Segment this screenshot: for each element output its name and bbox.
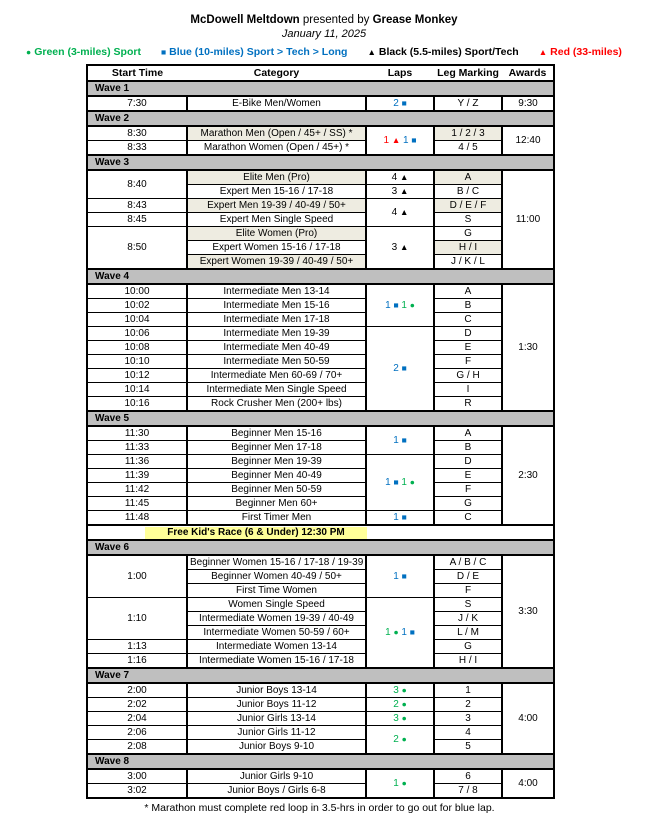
category-cell: Intermediate Women 13-14 xyxy=(187,640,366,654)
table-row xyxy=(87,313,554,327)
leg-marking-cell: 2 xyxy=(434,698,502,712)
category-cell: Junior Girls 13-14 xyxy=(187,712,366,726)
time-cell: 2:04 xyxy=(87,712,187,726)
lap-count-and-circle-icon: 1 ● xyxy=(385,627,399,638)
laps-cell xyxy=(366,227,434,270)
table-row xyxy=(87,698,554,712)
lap-count-and-circle-icon: 2 ● xyxy=(393,699,407,710)
laps-cell xyxy=(366,726,434,755)
category-cell: Intermediate Men 19-39 xyxy=(187,327,366,341)
table-row xyxy=(87,397,554,412)
lap-count-and-square-icon: 1 ■ xyxy=(385,477,399,488)
column-header-category: Category xyxy=(187,65,366,81)
leg-marking-cell: 4 xyxy=(434,726,502,740)
lap-count-and-circle-icon: 1 ● xyxy=(393,778,407,789)
table-row xyxy=(87,469,554,483)
leg-marking-cell: 3 xyxy=(434,712,502,726)
category-cell: Junior Boys / Girls 6-8 xyxy=(187,784,366,799)
circle-icon: ● xyxy=(26,47,32,57)
category-cell: Beginner Women 15-16 / 17-18 / 19-39 xyxy=(187,555,366,570)
laps-cell xyxy=(366,284,434,327)
schedule-table xyxy=(86,64,555,799)
circle-icon: ● xyxy=(409,477,415,487)
category-cell: E-Bike Men/Women xyxy=(187,96,366,111)
leg-marking-cell: A xyxy=(434,284,502,299)
table-row xyxy=(87,555,554,570)
leg-marking-cell: 7 / 8 xyxy=(434,784,502,799)
category-cell: Expert Men 15-16 / 17-18 xyxy=(187,185,366,199)
lap-count-and-triangle-icon: 1 ▲ xyxy=(383,135,401,146)
lap-count-and-square-icon: 1 ■ xyxy=(393,435,407,446)
table-row xyxy=(87,654,554,669)
square-icon: ■ xyxy=(393,300,399,310)
laps-cell xyxy=(366,769,434,798)
legend-label: Green (3-miles) Sport xyxy=(34,46,141,58)
square-icon: ■ xyxy=(160,47,167,57)
table-row xyxy=(87,355,554,369)
leg-marking-cell: 5 xyxy=(434,740,502,755)
wave-band: Wave 8 xyxy=(87,754,554,769)
awards-cell: 1:30 xyxy=(502,284,554,411)
category-cell: Expert Men Single Speed xyxy=(187,213,366,227)
time-cell: 10:10 xyxy=(87,355,187,369)
time-cell: 8:45 xyxy=(87,213,187,227)
time-cell: 2:00 xyxy=(87,683,187,698)
lap-count-and-circle-icon: 1 ● xyxy=(401,477,415,488)
category-cell: First Timer Men xyxy=(187,511,366,526)
laps-cell xyxy=(366,327,434,412)
leg-marking-cell: F xyxy=(434,483,502,497)
column-header-leg-marking: Leg Marking xyxy=(434,65,502,81)
table-row xyxy=(87,299,554,313)
time-cell: 2:06 xyxy=(87,726,187,740)
leg-marking-cell: C xyxy=(434,313,502,327)
table-row xyxy=(87,170,554,185)
table-row xyxy=(87,712,554,726)
category-cell: Beginner Men 40-49 xyxy=(187,469,366,483)
category-cell: Intermediate Women 15-16 / 17-18 xyxy=(187,654,366,669)
column-header-awards: Awards xyxy=(502,65,554,81)
lap-count-and-triangle-icon: 4 ▲ xyxy=(391,172,409,183)
time-cell: 10:16 xyxy=(87,397,187,412)
leg-marking-cell: H / I xyxy=(434,241,502,255)
time-cell: 10:12 xyxy=(87,369,187,383)
circle-icon: ● xyxy=(409,300,415,310)
time-cell: 10:14 xyxy=(87,383,187,397)
circle-icon: ● xyxy=(401,778,407,788)
table-row xyxy=(87,96,554,111)
table-row xyxy=(87,199,554,213)
table-row xyxy=(87,497,554,511)
category-cell: Beginner Men 15-16 xyxy=(187,426,366,441)
category-cell: Junior Girls 9-10 xyxy=(187,769,366,784)
leg-marking-cell: C xyxy=(434,511,502,526)
leg-marking-cell: G xyxy=(434,497,502,511)
circle-icon: ● xyxy=(401,734,407,744)
wave-band: Wave 5 xyxy=(87,411,554,426)
square-icon: ■ xyxy=(401,571,407,581)
lap-count-and-square-icon: 1 ■ xyxy=(403,135,417,146)
leg-marking-cell: G xyxy=(434,227,502,241)
laps-cell xyxy=(366,598,434,669)
category-cell: Intermediate Men 13-14 xyxy=(187,284,366,299)
laps-cell xyxy=(366,96,434,111)
table-row xyxy=(87,383,554,397)
time-cell: 11:45 xyxy=(87,497,187,511)
wave-band: Wave 7 xyxy=(87,668,554,683)
leg-marking-cell: A xyxy=(434,426,502,441)
category-cell: Elite Men (Pro) xyxy=(187,170,366,185)
leg-marking-cell: B xyxy=(434,441,502,455)
leg-marking-cell: 4 / 5 xyxy=(434,141,502,156)
time-cell: 11:36 xyxy=(87,455,187,469)
category-cell: Intermediate Women 50-59 / 60+ xyxy=(187,626,366,640)
awards-cell: 4:00 xyxy=(502,683,554,754)
category-cell: First Time Women xyxy=(187,584,366,598)
table-row xyxy=(87,784,554,799)
circle-icon: ● xyxy=(393,627,399,637)
table-row xyxy=(87,284,554,299)
category-cell: Junior Boys 9-10 xyxy=(187,740,366,755)
category-cell: Expert Men 19-39 / 40-49 / 50+ xyxy=(187,199,366,213)
category-cell: Junior Boys 11-12 xyxy=(187,698,366,712)
leg-marking-cell: G xyxy=(434,640,502,654)
time-cell: 10:00 xyxy=(87,284,187,299)
wave-band: Wave 3 xyxy=(87,155,554,170)
event-name: McDowell Meltdown xyxy=(190,14,300,26)
category-cell: Elite Women (Pro) xyxy=(187,227,366,241)
leg-marking-cell: J / K xyxy=(434,612,502,626)
time-cell: 10:08 xyxy=(87,341,187,355)
table-row xyxy=(87,769,554,784)
laps-cell xyxy=(366,426,434,455)
triangle-icon: ▲ xyxy=(391,135,401,145)
leg-marking-cell: L / M xyxy=(434,626,502,640)
category-cell: Intermediate Men 60-69 / 70+ xyxy=(187,369,366,383)
time-cell: 10:06 xyxy=(87,327,187,341)
leg-marking-cell: F xyxy=(434,584,502,598)
table-row xyxy=(87,441,554,455)
category-cell: Beginner Women 40-49 / 50+ xyxy=(187,570,366,584)
category-cell: Marathon Men (Open / 45+ / SS) * xyxy=(187,126,366,141)
time-cell: 11:30 xyxy=(87,426,187,441)
presented-by-text: presented by xyxy=(299,14,373,26)
lap-count-and-square-icon: 1 ■ xyxy=(393,571,407,582)
footnote: * Marathon must complete red loop in 3.5-hrs in order to go out for blue lap. xyxy=(144,802,495,814)
triangle-icon: ▲ xyxy=(399,242,409,252)
lap-count-and-circle-icon: 2 ● xyxy=(393,734,407,745)
time-cell: 8:40 xyxy=(87,170,187,199)
laps-cell xyxy=(366,683,434,698)
leg-marking-cell: D / E / F xyxy=(434,199,502,213)
time-cell: 10:04 xyxy=(87,313,187,327)
table-row xyxy=(87,726,554,740)
legend-item xyxy=(367,46,518,58)
square-icon: ■ xyxy=(401,363,407,373)
category-cell: Intermediate Men 50-59 xyxy=(187,355,366,369)
time-cell: 3:02 xyxy=(87,784,187,799)
square-icon: ■ xyxy=(401,435,407,445)
circle-icon: ● xyxy=(401,685,407,695)
awards-cell: 2:30 xyxy=(502,426,554,525)
time-cell: 8:43 xyxy=(87,199,187,213)
square-icon: ■ xyxy=(411,135,417,145)
leg-marking-cell: B xyxy=(434,299,502,313)
table-row xyxy=(87,640,554,654)
leg-marking-cell: E xyxy=(434,341,502,355)
kids-race-highlight: Free Kid's Race (6 & Under) 12:30 PM xyxy=(145,527,367,539)
category-cell: Junior Girls 11-12 xyxy=(187,726,366,740)
category-cell: Intermediate Men 40-49 xyxy=(187,341,366,355)
kids-race-row xyxy=(87,525,554,540)
time-cell: 11:48 xyxy=(87,511,187,526)
lap-count-and-triangle-icon: 4 ▲ xyxy=(391,207,409,218)
category-cell: Junior Boys 13-14 xyxy=(187,683,366,698)
laps-cell xyxy=(366,511,434,526)
wave-band: Wave 2 xyxy=(87,111,554,126)
time-cell: 7:30 xyxy=(87,96,187,111)
triangle-icon: ▲ xyxy=(538,47,548,57)
table-row xyxy=(87,511,554,526)
category-cell: Expert Women 19-39 / 40-49 / 50+ xyxy=(187,255,366,270)
table-row xyxy=(87,598,554,612)
table-row xyxy=(87,426,554,441)
circle-icon: ● xyxy=(401,713,407,723)
time-cell: 11:33 xyxy=(87,441,187,455)
table-row xyxy=(87,213,554,227)
leg-marking-cell: S xyxy=(434,598,502,612)
table-row xyxy=(87,227,554,241)
leg-marking-cell: 6 xyxy=(434,769,502,784)
awards-cell: 12:40 xyxy=(502,126,554,155)
wave-band: Wave 4 xyxy=(87,269,554,284)
square-icon: ■ xyxy=(401,98,407,108)
time-cell: 2:02 xyxy=(87,698,187,712)
triangle-icon: ▲ xyxy=(399,172,409,182)
lap-count-and-square-icon: 2 ■ xyxy=(393,363,407,374)
category-cell: Women Single Speed xyxy=(187,598,366,612)
table-row xyxy=(87,341,554,355)
page-header xyxy=(0,0,648,58)
lap-count-and-square-icon: 1 ■ xyxy=(393,512,407,523)
lap-count-and-circle-icon: 1 ● xyxy=(401,300,415,311)
laps-cell xyxy=(366,455,434,511)
laps-cell xyxy=(366,555,434,598)
leg-marking-cell: A / B / C xyxy=(434,555,502,570)
column-header-start-time: Start Time xyxy=(87,65,187,81)
category-cell: Intermediate Men 15-16 xyxy=(187,299,366,313)
time-cell: 1:16 xyxy=(87,654,187,669)
table-row xyxy=(87,683,554,698)
wave-band: Wave 1 xyxy=(87,81,554,96)
time-cell: 11:39 xyxy=(87,469,187,483)
lap-count-and-triangle-icon: 3 ▲ xyxy=(391,186,409,197)
time-cell: 10:02 xyxy=(87,299,187,313)
legend-item xyxy=(539,46,622,58)
triangle-icon: ▲ xyxy=(367,47,376,57)
table-row xyxy=(87,483,554,497)
event-title xyxy=(0,13,648,27)
leg-marking-cell: B / C xyxy=(434,185,502,199)
category-cell: Rock Crusher Men (200+ lbs) xyxy=(187,397,366,412)
laps-cell xyxy=(366,185,434,199)
lap-count-and-square-icon: 1 ■ xyxy=(401,627,415,638)
lap-count-and-square-icon: 1 ■ xyxy=(385,300,399,311)
table-row xyxy=(87,327,554,341)
leg-marking-cell: D / E xyxy=(434,570,502,584)
legend-label: Blue (10-miles) Sport > Tech > Long xyxy=(169,46,348,58)
leg-marking-cell: D xyxy=(434,455,502,469)
leg-marking-cell: S xyxy=(434,213,502,227)
lap-count-and-circle-icon: 3 ● xyxy=(393,713,407,724)
leg-marking-cell: D xyxy=(434,327,502,341)
awards-cell: 3:30 xyxy=(502,555,554,668)
leg-marking-cell: G / H xyxy=(434,369,502,383)
category-cell: Intermediate Women 19-39 / 40-49 xyxy=(187,612,366,626)
leg-marking-cell: Y / Z xyxy=(434,96,502,111)
lap-count-and-square-icon: 2 ■ xyxy=(393,98,407,109)
table-row xyxy=(87,126,554,141)
table-row xyxy=(87,141,554,156)
triangle-icon: ▲ xyxy=(399,186,409,196)
time-cell: 1:00 xyxy=(87,555,187,598)
laps-cell xyxy=(366,712,434,726)
time-cell: 8:33 xyxy=(87,141,187,156)
legend-label: Black (5.5-miles) Sport/Tech xyxy=(378,46,519,58)
table-row xyxy=(87,740,554,755)
table-row xyxy=(87,455,554,469)
category-cell: Intermediate Men Single Speed xyxy=(187,383,366,397)
category-cell: Beginner Men 19-39 xyxy=(187,455,366,469)
time-cell: 1:13 xyxy=(87,640,187,654)
column-header-laps: Laps xyxy=(366,65,434,81)
course-legend xyxy=(0,46,648,58)
leg-marking-cell: E xyxy=(434,469,502,483)
square-icon: ■ xyxy=(393,477,399,487)
category-cell: Expert Women 15-16 / 17-18 xyxy=(187,241,366,255)
triangle-icon: ▲ xyxy=(399,207,409,217)
time-cell: 3:00 xyxy=(87,769,187,784)
time-cell: 1:10 xyxy=(87,598,187,640)
legend-label: Red (33-miles) xyxy=(550,46,622,58)
laps-cell xyxy=(366,126,434,155)
leg-marking-cell: R xyxy=(434,397,502,412)
circle-icon: ● xyxy=(401,699,407,709)
laps-cell xyxy=(366,199,434,227)
time-cell: 2:08 xyxy=(87,740,187,755)
event-date: January 11, 2025 xyxy=(281,28,367,40)
category-cell: Intermediate Men 17-18 xyxy=(187,313,366,327)
awards-cell: 4:00 xyxy=(502,769,554,798)
time-cell: 8:50 xyxy=(87,227,187,270)
leg-marking-cell: H / I xyxy=(434,654,502,669)
legend-item xyxy=(161,46,347,58)
category-cell: Beginner Men 17-18 xyxy=(187,441,366,455)
leg-marking-cell: 1 xyxy=(434,683,502,698)
leg-marking-cell: F xyxy=(434,355,502,369)
awards-cell: 9:30 xyxy=(502,96,554,111)
time-cell: 11:42 xyxy=(87,483,187,497)
leg-marking-cell: 1 / 2 / 3 xyxy=(434,126,502,141)
laps-cell xyxy=(366,698,434,712)
awards-cell: 11:00 xyxy=(502,170,554,269)
leg-marking-cell: A xyxy=(434,170,502,185)
lap-count-and-circle-icon: 3 ● xyxy=(393,685,407,696)
lap-count-and-triangle-icon: 3 ▲ xyxy=(391,242,409,253)
category-cell: Beginner Men 60+ xyxy=(187,497,366,511)
legend-item xyxy=(26,46,141,58)
leg-marking-cell: I xyxy=(434,383,502,397)
table-row xyxy=(87,369,554,383)
square-icon: ■ xyxy=(409,627,415,637)
category-cell: Beginner Men 50-59 xyxy=(187,483,366,497)
leg-marking-cell: J / K / L xyxy=(434,255,502,270)
time-cell: 8:30 xyxy=(87,126,187,141)
sponsor-name: Grease Monkey xyxy=(372,14,458,26)
laps-cell xyxy=(366,170,434,185)
wave-band: Wave 6 xyxy=(87,540,554,555)
category-cell: Marathon Women (Open / 45+) * xyxy=(187,141,366,156)
square-icon: ■ xyxy=(401,512,407,522)
